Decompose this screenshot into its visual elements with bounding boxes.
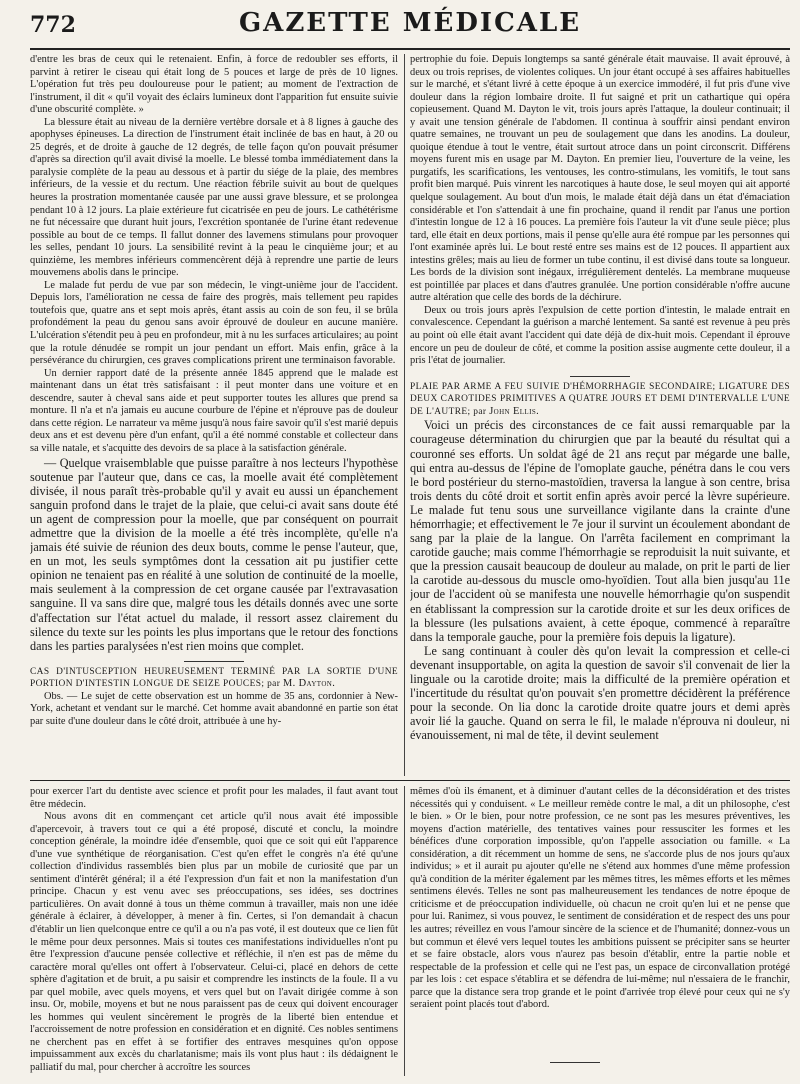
paragraph: Deux ou trois jours après l'expulsion de cette portion d'intestin, le malade entrait en convalescence. Cependant la guérison a marché lentement. Sa santé est revenue à peu près au point où elle était avant l'accident qui date déjà de dix-huit mois. Cependant il éprouve encore un peu de douleur de côté, et comme la position assise augmente cette douleur, il a pris l'état de journalier. [410, 304, 790, 367]
article-heading-carotid [410, 381, 790, 419]
page-number: 772 [30, 12, 76, 38]
paragraph: pertrophie du foie. Depuis longtemps sa santé générale était mauvaise. Il avait éprouvé, à deux ou trois reprises, de violentes coliques. Un jour étant occupé à ses affaires habituelles sur le marché, et s'étant livré à cette époque à un exercice immodéré, il fut pris d'une vive douleur dans la région lombaire droite. Il fut saigné et prit un cathartique qui opéra copieusement. Quand M. Dayton le vit, trois jours après l'attaque, la douleur continuait; il y avait une tension générale de l'abdomen. Il continua à souffrir ainsi pendant environ quatre semaines, ne trouvant un peu de soulagement que dans les anodins. La douleur, quoique étendue à tout le ventre, était surtout atroce dans un point circonscrit. Différens moyens furent mis en usage par M. Dayton. En premier lieu, l'ouverture de la veine, les purgatifs, les scarifications, les ventouses, les contro-stimulans, les vomitifs, le tout sans profit bien marqué. Puis vinrent les narcotiques à haute dose, le seul moyen qui ait apporté quelque soulagement. Au bout d'un mois, le malade était déjà dans un état d'émaciation considérable et l'on s'attendait à une fin prochaine, quand il rendit par l'anus une portion d'intestin longue de 12 à 16 pouces. La première fois l'auteur la vit d'une seule pièce; plus tard, elle était en deux portions, mais il pense qu'elle aura été rompue par les personnes qui l'ont examinée après lui. Le bout resté entre ses mains est de 12 pouces. Il appartient aux intestins grêles; mais au lieu de former un tube continu, il est divisé dans toute sa longueur. Les bords de la division sont inégaux, irrégulièrement dentelés. La membrane muqueuse est pointillée par places et dans d'autres granulée. Une portion considérable n'offre aucune autre altération que celle des bords de la déchirure. [410, 54, 790, 304]
paragraph: Le malade fut perdu de vue par son médecin, le vingt-unième jour de l'accident. Depuis lors, l'amélioration ne cessa de faire des progrès, mais tellement peu rapides toutefois que, quatre ans et sept mois après, étant assis au coin de son feu, il se brûla profondément la peau du genou sans avoir éprouvé de douleur en aucune manière. L'ulcération s'étendit peu à peu en profondeur, mit à nu les surfaces articulaires; au point que la rotule dénudée se rompit un jour pendant un effort. Mais enfin, grâce à la persévérance du chirurgien, ces graves complications prirent une terminaison favorable. [30, 279, 398, 367]
end-rule [550, 1062, 600, 1063]
header-rule [30, 48, 790, 50]
paragraph: Obs. — Le sujet de cette observation est un homme de 35 ans, cordonnier à New-York, achetant et vendant sur le marché. Cet homme avait abandonné en partie son état par suite d'une douleur dans le côté droit, attribuée à une hy- [30, 690, 398, 727]
column-left-top [30, 54, 398, 776]
paragraph: La blessure était au niveau de la dernière vertèbre dorsale et à 8 lignes à gauche des apophyses épineuses. La direction de l'instrument était inclinée de bas en haut, à 20 ou 25 degrés, et de droite à gauche de 12 degrés, de telle façon qu'on pouvait présumer d'après sa direction qu'il avait divisé la moelle. Le blessé tomba immédiatement dans la paralysie complète de la peau au dessous et à partir du siége de la plaie, des membres inférieurs, de la vessie et du rectum. Une réaction fébrile suivit au bout de quelques heures la prostration momentanée causée par une aussi grave blessure, et se prolongea pendant 10 à 12 jours. La plaie extérieure fut cicatrisée en peu de jours. Le cathétérisme ne fut nécessaire que durant huit jours, l'excrétion spontanée de l'urine étant redevenue possible au bout de ce temps. Il fallut donner des lavemens stimulans pour provoquer les selles, pendant 10 jours. La sensibilité revint à la peau le cinquième jour; et au quinzième, les membres inférieurs commencèrent déjà à reprendre une partie de leurs mouvemens abolis dans le principe. [30, 116, 398, 279]
heading-author: John Ellis. [489, 405, 540, 417]
paragraph: Le sang continuant à couler dès qu'on levait la compression et celle-ci devenant insupportable, on agita la question de savoir s'il convenait de lier la linguale ou la carotide droite; mais la difficulté de la première opération et l'incertitude du résultat qu'on pouvait s'en promettre décidèrent la préférence pour la seconde. On lia donc la carotide droite quatre jours et demi après avoir lié la gauche. Quand on serra le fil, le malade n'éprouva ni douleur, ni évanouissement, ni mal de tête, il devint seulement [410, 643, 790, 743]
paragraph: Un dernier rapport daté de la présente année 1845 apprend que le malade est maintenant dans un état très satisfaisant : il peut monter dans une voiture et en descendre, sauter à cheval sans aide et peut supporter toutes les allures que prend sa monture. Il n'a et n'a jamais eu aucune courbure de l'épine et n'éprouve pas de douleur dans cette région. Le narrateur va même jusqu'à nous faire savoir qu'il s'est marié depuis deux ans et est devenu père d'un enfant, qu'il a été nommé constable et collecteur dans sa ville natale, et s'acquitte des devoirs de sa place à la satisfaction générale. [30, 367, 398, 454]
heading-text: PLAIE PAR ARME A FEU SUIVIE D'HÉMORRHAGIE SECONDAIRE; LIGATURE DES DEUX CAROTIDES PRIMITIVES A QUATRE JOURS ET DEMI D'INTERVALLE L'UNE DE L'AUTRE; par [410, 381, 790, 417]
column-divider-top [404, 54, 405, 776]
masthead-title: GAZETTE MÉDICALE [238, 8, 582, 38]
paragraph: pour exercer l'art du dentiste avec science et profit pour les malades, il faut avant tout être médecin. [30, 786, 398, 810]
paragraph: d'entre les bras de ceux qui le retenaient. Enfin, à force de redoubler ses efforts, il parvint à retirer le ciseau qui était long de 5 pouces et large de près de 10 lignes. L'opération fut très peu douloureuse pour le patient; au moment de l'extraction de l'instrument, il dit « qu'il voyait des éclairs lumineux dont l'apparition fut ensuite suivie d'une obscurité complète. » [30, 54, 398, 116]
heading-author: M. Dayton. [282, 678, 336, 690]
column-right-top [410, 54, 790, 776]
column-divider-bottom [404, 786, 405, 1076]
commentary-paragraph: — Quelque vraisemblable que puisse paraître à nos lecteurs l'hypothèse soutenue par l'auteur que, dans ce cas, la moelle avait été complètement divisée, il nous paraît très-probable qu'il y avait eu aussi un épanchement sanguin profond dans le trajet de la plaie, que celui-ci avait sans doute été un agent de compression pour la moelle, que par conséquent on pourrait admettre que la division de la moelle a été très incomplète, qu'elle n'a jamais été suivie de réunion des deux bouts, comme le pense l'auteur, que, en un mot, les seuls symptômes dont la cessation ait pu justifier cette opinion ne tenaient pas en réalité à une solution de continuité de la moelle, mais seulement à la compression de cet organe causée par l'extravasation sanguine. Il va sans dire que, malgré tous les détails donnés avec une sorte d'affectation sur l'état actuel du malade, il ressort assez clairement du silence du texte sur les points les plus importans que le retour des fonctions dans les parties paralysées n'est rien moins que complet. [30, 455, 398, 653]
column-left-bottom [30, 786, 398, 1082]
heading-text: CAS D'INTUSCEPTION HEUREUSEMENT TERMINÉ PAR LA SORTIE D'UNE PORTION D'INTESTIN LONGUE DE SEIZE POUCES; par [30, 666, 398, 690]
column-right-bottom [410, 786, 790, 1082]
article-heading-intussusception [30, 666, 398, 691]
paragraph: mêmes d'où ils émanent, et à diminuer d'autant celles de la déconsidération et des tristes nécessités qui y conduisent. « Le meilleur remède contre le mal, a dit un philosophe, c'est le bien. » Or le bien, pour notre profession, ce ne sont pas les mesures préventives, les moyens d'action matérielle, des tentatives vaines pour ressusciter les formes et les bénéfices d'une corporation impossible, qu'on l'appelle association ou famille. « La considération, a dit récemment un homme de sens, ne s'accorde plus de nos jours qu'aux individus; » et il aurait pu ajouter qu'elle ne s'étend aux hommes d'une même profession qu'à condition de la mériter également par les mêmes titres, les mêmes efforts et les mêmes sentimens élevés. Telles ne sont pas malheureusement les tendances de notre époque de criticisme et de préoccupation individuelle, où chacun ne croit qu'en lui et ne pense que pour lui. Ranimez, si vous pouvez, le sentiment de considération et de respect des uns pour les autres; réveillez en vous l'amour sincère de la science et de l'humanité; donnez-vous un but commun et élevé vers lequel toutes les ambitions puissent se précipiter sans se heurter et se faire obstacle, alors vous n'aurez pas besoin d'établir, entre la partie noble et respectable de la profession et celle qui ne l'est pas, un espace de circonvallation protégé par les lois : cet espace s'établira et se défendra de lui-même; nul n'essaiera de le franchir, parce que la distance sera trop grande et le point d'arrivée trop élevé pour ceux qui ne s'y seraient point placés tout d'abord. [410, 786, 790, 1011]
paragraph: Voici un précis des circonstances de ce fait aussi remarquable par la courageuse détermination du chirurgien que par la beauté du résultat qui a couronné ses efforts. Un soldat âgé de 21 ans reçut par mégarde une balle, qui entra au-dessus de l'épine de l'omoplate gauche, pénétra dans le cou vers le bord postérieur du sterno-mastoïdien, traversa la langue à son centre, brisa trois dents du côté droit et sortit enfin après avoir percé la lèvre supérieure. Le malade fut tenu sous une surveillance vigilante dans la crainte d'une hémorrhagie; et effectivement le 7e jour il survint un écoulement abondant de sang par la plaie de la langue. On l'arrêta facilement en comprimant la carotide gauche; mais comme l'hémorrhagie se reproduisit la nuit suivante, et que la pression causait beaucoup de douleur au malade, on prit le parti de lier la carotide au-dessous du muscle omo-hyoïdien. Tout alla bien jusqu'au 11e jour de l'accident où se manifesta une nouvelle hémorrhagie qu'on suspendit en établissant la compression sur la carotide droite et sur les deux orifices de la blessure (les pulsations avaient, à cette époque, commencé à reparaître dans la temporale gauche, pour la première fois depuis la ligature). [410, 418, 790, 644]
feuilleton-rule [30, 780, 790, 781]
section-separator [570, 376, 630, 377]
paragraph: Nous avons dit en commençant cet article qu'il nous avait été impossible d'apercevoir, à travers tout ce qui a été proposé, discuté et conclu, la moindre conception générale, la moindre idée d'ensemble, quoi que ce soit qui eût l'apparence d'une vue synthétique de réorganisation. C'est qu'en effet le congrès n'a été qu'une collection d'individus rassemblés bien plus par un mobile de curiosité que par un sentiment d'intérêt général; il a été l'expression d'un fait et non la manifestation d'un principe. Chacun y est venu avec ses préoccupations, ses idées, ses doctrines particulières. On avait donné à tous un thème commun à travailler, mais non une idée générale à éclairer, à développer, à mener à fin. Certes, si l'on demandait à chacun d'établir un lien quelconque entre ce qu'il a ou n'a pas voté, il est douteux que ce lien fût le même pour deux personnes. Mais si toutes ces manifestations individuelles n'ont pu être l'expression d'aucune pensée collective et réfléchie, il n'en est pas de même du caractère moral qu'elles ont offert à l'observateur. Celui-ci, placé en dehors de cette sphère d'agitation et de bruit, a pu saisir et comprendre les instincts de la foule. Il a vu par quel mobile, avec quels moyens, et vers quel but on l'avait dirigée comme à son insu. Or, mobile, moyens et but ne nous paraissent pas de ceux qui doivent encourager les hommes qui veulent sincèrement le progrès de la liberté bien entendue et l'accroissement de notre profession en considération et en dignité. Ces nobles sentimens ne cherchent pas en effet à se fortifier des entraves mesquines qu'on oppose impuissamment aux excès du charlatanisme; mais ils vont plus haut : ils dédaignent le palliatif du mal, pour chercher à accroître les sources [30, 811, 398, 1074]
section-separator [184, 661, 244, 662]
page-header [30, 8, 790, 46]
